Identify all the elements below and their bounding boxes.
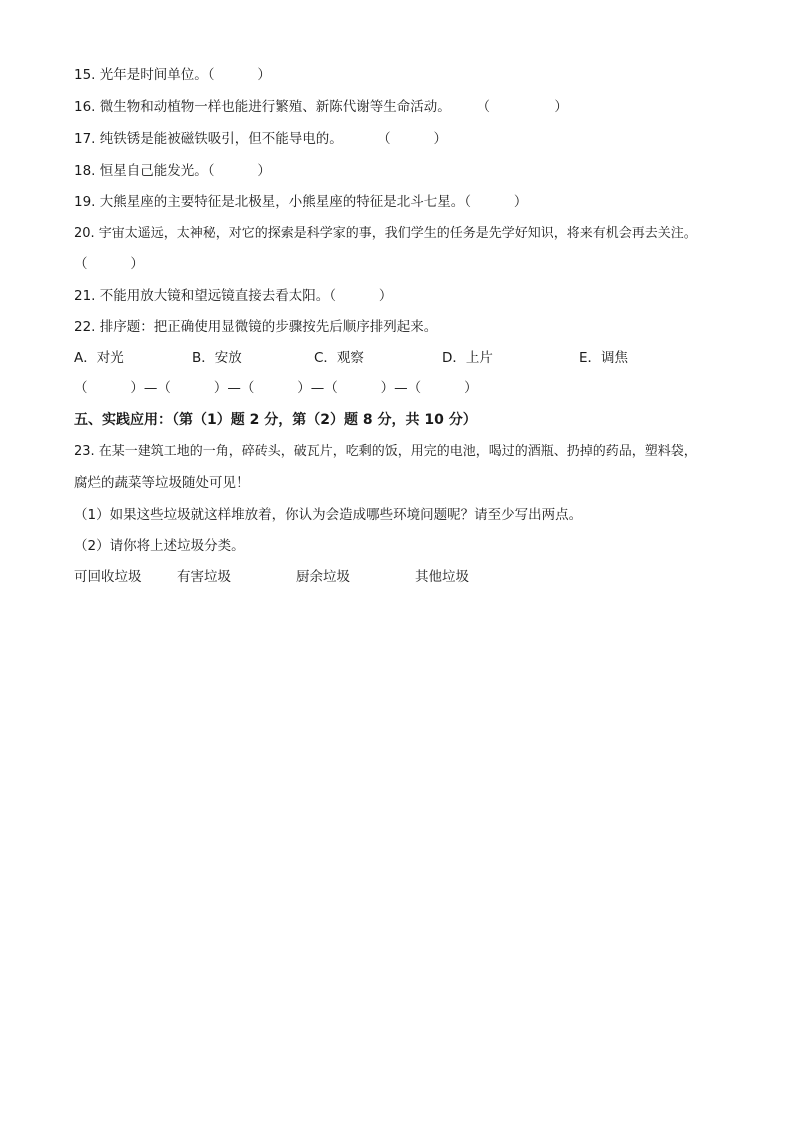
q22-option-c: C．观察: [314, 350, 364, 366]
q22-sequence-blanks: （ ）—（ ）—（ ）—（ ）—（ ）: [74, 380, 478, 396]
question-20-line1: 20. 宇宙太遥远，太神秘，对它的探索是科学家的事，我们学生的任务是先学好知识，将来有机会再去关注。: [74, 226, 697, 241]
question-22: 22. 排序题：把正确使用显微镜的步骤按先后顺序排列起来。: [74, 319, 438, 335]
question-23-sub2: （2）请你将上述垃圾分类。: [74, 538, 245, 554]
question-17: 17. 纯铁锈是能被磁铁吸引，但不能导电的。 （ ）: [74, 131, 448, 147]
q22-option-a: A．对光: [74, 350, 124, 366]
category-recyclable: 可回收垃圾: [74, 569, 142, 585]
category-hazardous: 有害垃圾: [177, 569, 231, 585]
section-5-title: 五、实践应用：（第（1）题 2 分，第（2）题 8 分，共 10 分）: [74, 412, 477, 428]
question-19: 19. 大熊星座的主要特征是北极星，小熊星座的特征是北斗七星。（ ）: [74, 194, 528, 210]
question-23-line1: 23. 在某一建筑工地的一角，碎砖头，破瓦片，吃剩的饭，用完的电池，喝过的酒瓶、扔掉的药品，塑料袋，: [74, 444, 697, 459]
question-21: 21. 不能用放大镜和望远镜直接去看太阳。（ ）: [74, 288, 393, 304]
q22-option-b: B．安放: [192, 350, 242, 366]
category-other: 其他垃圾: [415, 569, 469, 585]
question-18: 18. 恒星自己能发光。（ ）: [74, 163, 271, 179]
question-16: 16. 微生物和动植物一样也能进行繁殖、新陈代谢等生命活动。 （ ）: [74, 99, 568, 115]
q22-option-d: D．上片: [442, 350, 493, 366]
category-kitchen: 厨余垃圾: [296, 569, 350, 585]
question-15: 15. 光年是时间单位。（ ）: [74, 67, 271, 83]
q22-option-e: E．调焦: [579, 350, 629, 366]
question-20-line2: （ ）: [74, 256, 144, 272]
question-23-line2: 腐烂的蔬菜等垃圾随处可见！: [74, 475, 250, 491]
question-23-sub1: （1）如果这些垃圾就这样堆放着，你认为会造成哪些环境问题呢？请至少写出两点。: [74, 507, 583, 523]
